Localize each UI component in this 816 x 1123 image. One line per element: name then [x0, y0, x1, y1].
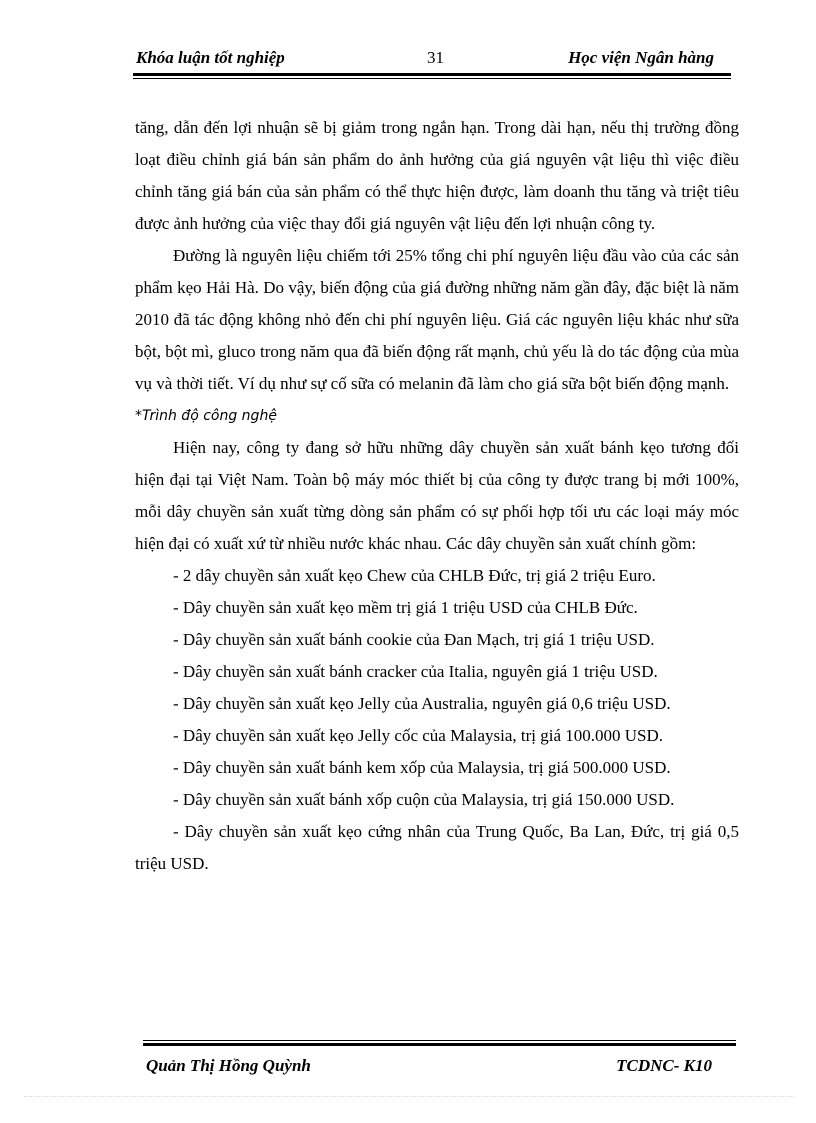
- list-item: - Dây chuyền sản xuất bánh cookie của Đan Mạch, trị giá 1 triệu USD.: [173, 630, 655, 649]
- list-item: - Dây chuyền sản xuất bánh xốp cuộn của Malaysia, trị giá 150.000 USD.: [173, 790, 675, 809]
- header-rule-thin: [133, 78, 731, 79]
- list-item: - Dây chuyền sản xuất kẹo Jelly của Australia, nguyên giá 0,6 triệu USD.: [173, 694, 671, 713]
- list-item: - 2 dây chuyền sản xuất kẹo Chew của CHLB Đức, trị giá 2 triệu Euro.: [173, 566, 656, 585]
- list-item: - Dây chuyền sản xuất bánh cracker của Italia, nguyên giá 1 triệu USD.: [173, 662, 658, 681]
- header-institution: Học viện Ngân hàng: [568, 48, 714, 67]
- section-heading: *Trình độ công nghệ: [135, 408, 277, 424]
- page-bottom-dotted-line: [24, 1096, 794, 1097]
- list-item: - Dây chuyền sản xuất bánh kem xốp của Malaysia, trị giá 500.000 USD.: [173, 758, 671, 777]
- footer-rule-thin: [143, 1040, 736, 1041]
- list-item: - Dây chuyền sản xuất kẹo cứng nhân của Trung Quốc, Ba Lan, Đức, trị giá 0,5 triệu USD.: [135, 822, 739, 873]
- paragraph: Hiện nay, công ty đang sở hữu những dây chuyền sản xuất bánh kẹo tương đối hiện đại tại Việt Nam. Toàn bộ máy móc thiết bị của công ty được trang bị mới 100%, mỗi dây chuyền sản xuất từng dòng sản phẩm có sự phối hợp tối ưu các loại máy móc hiện đại có xuất xứ từ nhiều nước khác nhau. Các dây chuyền sản xuất chính gồm:: [135, 438, 739, 553]
- page-number: 31: [427, 48, 444, 67]
- page-header: [136, 48, 728, 72]
- list-item: - Dây chuyền sản xuất kẹo mềm trị giá 1 triệu USD của CHLB Đức.: [173, 598, 638, 617]
- paragraph: tăng, dẫn đến lợi nhuận sẽ bị giảm trong ngắn hạn. Trong dài hạn, nếu thị trường đồng loạt điều chỉnh giá bán sản phẩm do ảnh hưởng của giá nguyên vật liệu thì việc điều chỉnh tăng giá bán của sản phẩm có thể thực hiện được, làm doanh thu tăng và triệt tiêu được ảnh hưởng của việc thay đổi giá nguyên vật liệu đến lợi nhuận công ty.: [135, 118, 739, 233]
- footer-rule-thick: [143, 1043, 736, 1046]
- footer-author: Quản Thị Hồng Quỳnh: [146, 1056, 311, 1075]
- page-footer: [146, 1056, 726, 1078]
- page-body: [135, 112, 739, 880]
- paragraph: Đường là nguyên liệu chiếm tới 25% tổng chi phí nguyên liệu đầu vào của các sản phẩm kẹo Hải Hà. Do vậy, biến động của giá đường những năm gần đây, đặc biệt là năm 2010 đã tác động không nhỏ đến chi phí nguyên liệu. Giá các nguyên liệu khác như sữa bột, bột mì, gluco trong năm qua đã biến động rất mạnh, chủ yếu là do tác động của mùa vụ và thời tiết. Ví dụ như sự cố sữa có melanin đã làm cho giá sữa bột biến động mạnh.: [135, 246, 739, 393]
- header-rule-thick: [133, 73, 731, 76]
- footer-class-code: TCDNC- K10: [616, 1056, 712, 1075]
- header-thesis-title: Khóa luận tốt nghiệp: [136, 48, 285, 67]
- list-item: - Dây chuyền sản xuất kẹo Jelly cốc của Malaysia, trị giá 100.000 USD.: [173, 726, 664, 745]
